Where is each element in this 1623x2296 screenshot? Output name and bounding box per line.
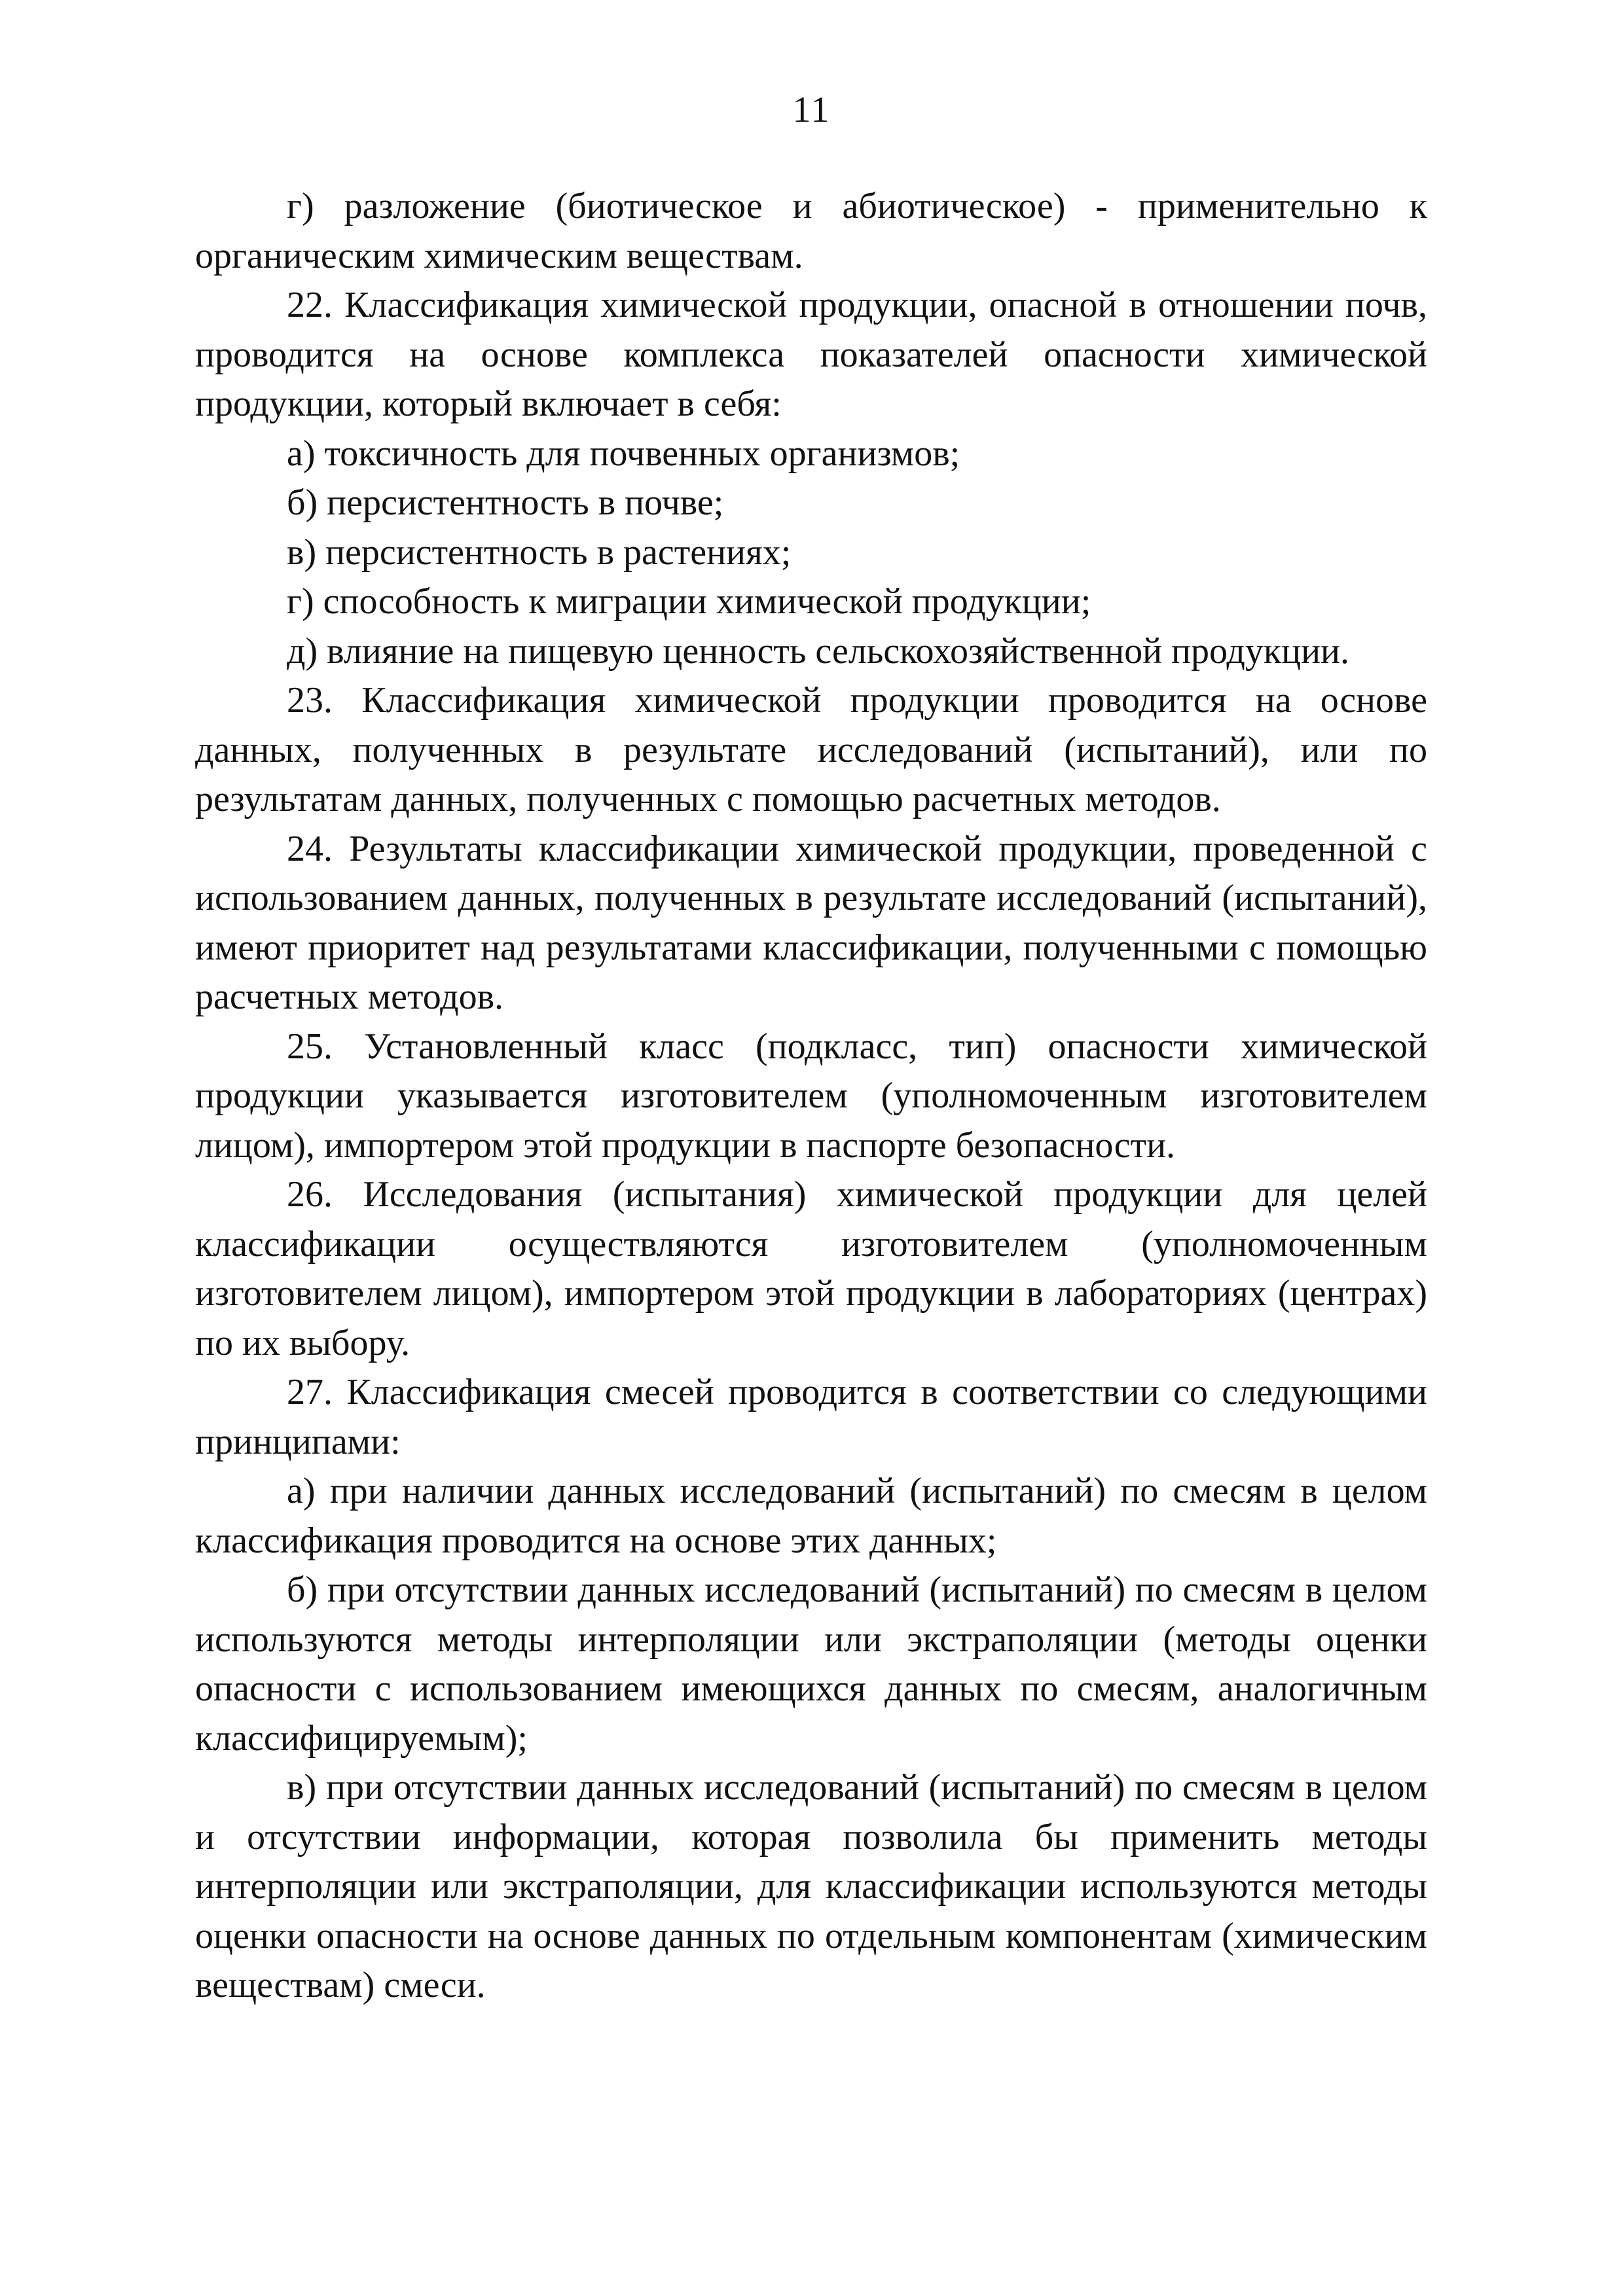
- paragraph-25: 25. Установленный класс (подкласс, тип) опасности химической продукции указывается изготовителем (уполномоченным изготовителем лицом), импортером этой продукции в паспорте безопасности.: [195, 1026, 1427, 1166]
- list-item-22b: б) персистентность в почве;: [287, 482, 724, 523]
- paragraph-22: 22. Классификация химической продукции, опасной в отношении почв, проводится на основе комплекса показателей опасности химической продукции, который включает в себя:: [195, 285, 1427, 424]
- list-item-27v: в) при отсутствии данных исследований (испытаний) по смесям в целом и отсутствии информации, которая позволила бы применить методы интерполяции или экстраполяции, для классификации используются методы оценки опасности на основе данных по отдельным компонентам (химическим веществам) смеси.: [195, 1767, 1427, 2005]
- paragraph-21g: г) разложение (биотическое и абиотическое) - применительно к органическим химическим веществам.: [195, 186, 1427, 276]
- list-item-22v: в) персистентность в растениях;: [287, 531, 792, 573]
- document-body: [195, 182, 1427, 2011]
- list-item-27a: а) при наличии данных исследований (испытаний) по смесям в целом классификация проводится на основе этих данных;: [195, 1471, 1427, 1561]
- paragraph-26: 26. Исследования (испытания) химической продукции для целей классификации осуществляются изготовителем (уполномоченным изготовителем лицом), импортером этой продукции в лабораториях (центрах) по их выбору.: [195, 1174, 1427, 1363]
- paragraph-27: 27. Классификация смесей проводится в соответствии со следующими принципами:: [195, 1372, 1427, 1462]
- list-item-27b: б) при отсутствии данных исследований (испытаний) по смесям в целом используются методы интерполяции или экстраполяции (методы оценки опасности с использованием имеющихся данных по смесям, аналогичным классифицируемым);: [195, 1570, 1427, 1759]
- paragraph-23: 23. Классификация химической продукции проводится на основе данных, полученных в результате исследований (испытаний), или по результатам данных, полученных с помощью расчетных методов.: [195, 680, 1427, 819]
- paragraph-24: 24. Результаты классификации химической продукции, проведенной с использованием данных, полученных в результате исследований (испытаний), имеют приоритет над результатами классификации, полученными с помощью расчетных методов.: [195, 828, 1427, 1017]
- list-item-22g: г) способность к миграции химической продукции;: [287, 581, 1091, 622]
- list-item-22d: д) влияние на пищевую ценность сельскохозяйственной продукции.: [287, 630, 1350, 672]
- page-number: 11: [792, 90, 831, 130]
- list-item-22a: а) токсичность для почвенных организмов;: [287, 433, 960, 474]
